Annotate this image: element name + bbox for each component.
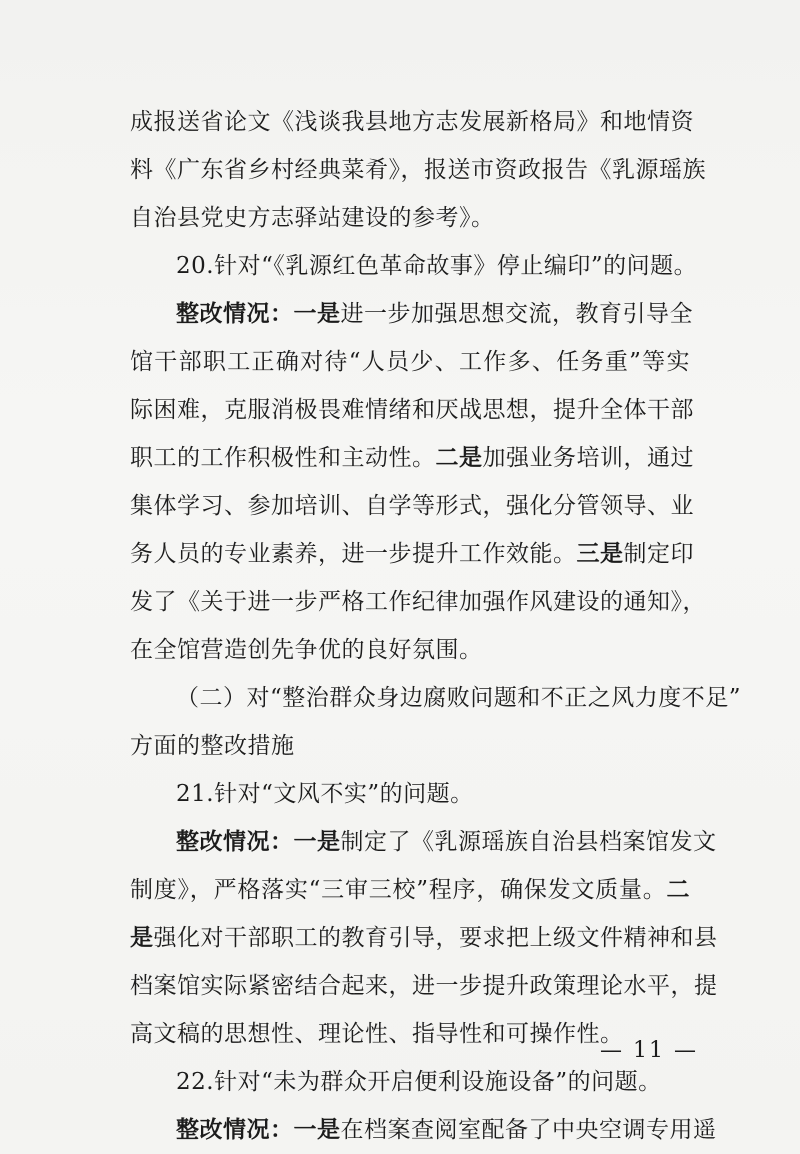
text-line bbox=[130, 962, 718, 1010]
text-line bbox=[130, 530, 694, 578]
text-line bbox=[130, 626, 690, 674]
text-line bbox=[130, 434, 694, 482]
text-line bbox=[130, 578, 706, 626]
bold-text-run: 整改情况： bbox=[176, 300, 294, 327]
body-text bbox=[130, 98, 742, 1154]
text-line bbox=[130, 1106, 717, 1154]
text-line bbox=[130, 866, 690, 914]
text-run: 发了《关于进一步严格工作纪律加强作风建设的通知》， bbox=[130, 589, 706, 615]
bold-text-run: 二是 bbox=[435, 444, 483, 471]
text-run: 制定印 bbox=[623, 541, 694, 567]
text-run: 在全馆营造创先争优的良好氛围。 bbox=[130, 637, 483, 663]
text-line bbox=[130, 290, 693, 338]
text-run: 职工的工作积极性和主动性。 bbox=[130, 445, 436, 471]
text-run: 22.针对“未为群众开启便利设施设备”的问题。 bbox=[176, 1069, 662, 1095]
bold-text-run: 整改情况： bbox=[176, 828, 294, 855]
text-line bbox=[130, 482, 694, 530]
text-line bbox=[130, 722, 690, 770]
text-run: 馆干部职工正确对待“人员少、工作多、任务重”等实 bbox=[130, 349, 690, 375]
text-run: 档案馆实际紧密结合起来，进一步提升政策理论水平，提 bbox=[130, 973, 718, 999]
text-run: 自治县党史方志驿站建设的参考》。 bbox=[130, 205, 495, 231]
text-run: 务人员的专业素养，进一步提升工作效能。 bbox=[130, 541, 577, 567]
text-line bbox=[130, 146, 706, 194]
text-run: 进一步加强思想交流，教育引导全 bbox=[340, 301, 693, 327]
text-line bbox=[130, 386, 694, 434]
bold-text-run: 一是 bbox=[293, 1116, 341, 1143]
text-run: 料《广东省乡村经典菜肴》，报送市资政报告《乳源瑶族 bbox=[130, 157, 706, 183]
bold-text-run: 整改情况： bbox=[176, 1116, 294, 1143]
text-line bbox=[130, 1058, 690, 1106]
page-number: — 11 — bbox=[600, 1038, 698, 1063]
text-line bbox=[130, 194, 690, 242]
text-line bbox=[130, 242, 698, 290]
text-run: 高文稿的思想性、理论性、指导性和可操作性。 bbox=[130, 1021, 624, 1047]
text-run: 际困难，克服消极畏难情绪和厌战思想，提升全体干部 bbox=[130, 397, 694, 423]
text-run: 加强业务培训，通过 bbox=[482, 445, 694, 471]
text-run: 制度》，严格落实“三审三校”程序，确保发文质量。 bbox=[130, 877, 667, 903]
text-line bbox=[130, 914, 718, 962]
text-run: 制定了《乳源瑶族自治县档案馆发文 bbox=[340, 829, 717, 855]
text-line bbox=[130, 818, 717, 866]
text-line bbox=[130, 98, 694, 146]
text-line bbox=[130, 338, 690, 386]
bold-text-run: 是 bbox=[130, 924, 154, 951]
text-run: （二）对“整治群众身边腐败问题和不正之风力度不足” bbox=[176, 685, 742, 711]
text-run: 方面的整改措施 bbox=[130, 733, 295, 759]
text-run: 强化对干部职工的教育引导，要求把上级文件精神和县 bbox=[153, 925, 718, 951]
text-run: 20.针对“《乳源红色革命故事》停止编印”的问题。 bbox=[176, 253, 698, 279]
bold-text-run: 二 bbox=[666, 876, 690, 903]
text-line bbox=[130, 674, 742, 722]
text-line bbox=[130, 770, 690, 818]
text-run: 在档案查阅室配备了中央空调专用遥 bbox=[340, 1117, 717, 1143]
text-run: 成报送省论文《浅谈我县地方志发展新格局》和地情资 bbox=[130, 109, 694, 135]
text-run: 集体学习、参加培训、自学等形式，强化分管领导、业 bbox=[130, 493, 694, 519]
bold-text-run: 一是 bbox=[293, 828, 341, 855]
bold-text-run: 一是 bbox=[293, 300, 341, 327]
bold-text-run: 三是 bbox=[576, 540, 624, 567]
text-run: 21.针对“文风不实”的问题。 bbox=[176, 781, 474, 807]
